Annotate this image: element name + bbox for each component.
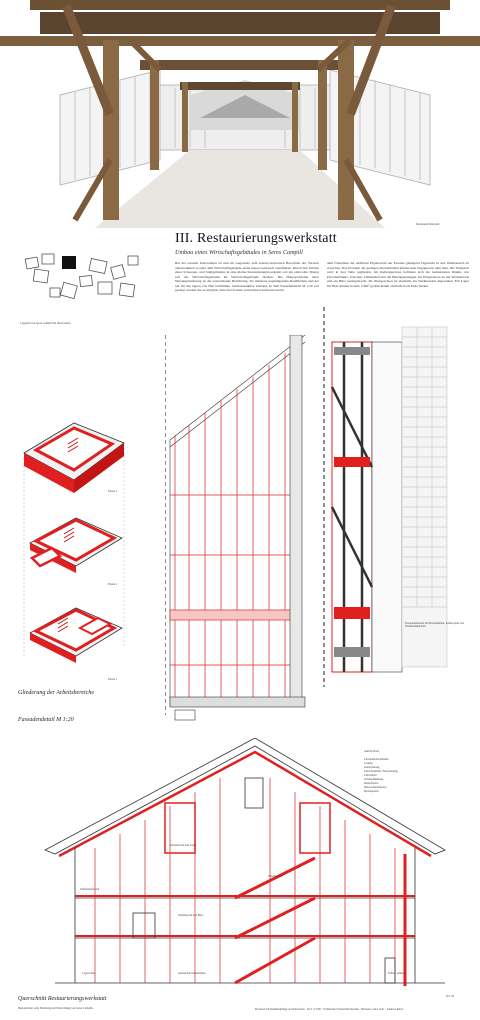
section-subcaption: Diplomarbeit «Zur Erhaltung und Entwicklung von Seres Campill» bbox=[18, 1007, 94, 1010]
section-note-7: Dampfsperre bbox=[364, 782, 379, 785]
page-title: III. Restaurierungswerkstatt bbox=[175, 231, 337, 246]
room-label-sliding: Schieb. einheit bbox=[388, 972, 405, 975]
photo-caption: Innenraum Werkstatt bbox=[416, 223, 440, 226]
footer-credits: Professur für Denkmalpflege und Entwerfen · Prof. T. Will · Technische Universität Dresden · Betreuer: cand. arch. · Andreas Pardo bbox=[255, 1008, 404, 1011]
room-label-office: Werkbereich und Büro bbox=[178, 914, 204, 917]
section-caption: Querschnitt Restaurierungswerkstatt bbox=[18, 996, 107, 1002]
room-label-workshop: Werkbereich bbox=[268, 875, 283, 878]
axo-caption: Gliederung der Arbeitsbereiche bbox=[18, 690, 94, 696]
axo-level-2-label: Ebene 2 bbox=[108, 583, 118, 586]
axonometric-diagram bbox=[14, 408, 149, 678]
section-note-2: Lattung bbox=[364, 762, 373, 765]
section-note-5: Luftschicht bbox=[364, 774, 377, 777]
room-label-changing: Umkleidebereich bbox=[80, 888, 100, 891]
room-label-storage: Lagerräume bbox=[82, 972, 96, 975]
section-note-6: Wärmedämmung bbox=[364, 778, 384, 781]
axo-level-3-label: Ebene 3 bbox=[108, 490, 118, 493]
detail-caption: Fassadendetail M 1:20 bbox=[18, 717, 74, 723]
section-notes-title: Aufbau Dach bbox=[364, 750, 379, 753]
section-note-4: Unterdeckbahn, Holzschalung bbox=[364, 770, 398, 773]
site-plan bbox=[20, 248, 150, 313]
workshop-interior-photo bbox=[0, 0, 480, 228]
scale-label: M 1:50 bbox=[446, 995, 455, 998]
axo-level-1-label: Ebene 1 bbox=[108, 678, 118, 681]
section-note-8: Holzwerkstoffplatte bbox=[364, 786, 387, 789]
site-plan-caption: Lageplan von Seres Campill mit Intervention bbox=[20, 322, 71, 325]
facade-detail-section bbox=[165, 335, 315, 725]
room-label-upper: Werkbereich und Lager bbox=[170, 844, 197, 847]
text-column-2: dem Übereinen der additiven Eigenschaft der Fassade genügend Tageslicht in den Werkbereich zu erreichen. Das Problem der geringen Deckenhöhen könnte man begegnen in dem man. Die Werkstatt wird in drei Teile gegliedert. Im Kellergeschoss befinden sich die bedeutenden Räume wie Personalräume, Toiletten, Umkleiden und die Heizungsanlagen. Im Erdgeschoss ist ein Werkbereich und ein Büro untergebracht. Im Obergeschoss ist ebenfalls ein Werkbereich angeordnet. Ein Lager für Holz könnte in dem 110m² großen Raum oberhalb noch Platz finden. bbox=[327, 261, 469, 288]
facade-detail-note: Fassadenelement mit Holzlamellen, Kalkverputz aus Wärmedämm-Putz bbox=[405, 622, 464, 629]
cross-section-drawing bbox=[35, 738, 475, 998]
page-subtitle: Umbau eines Wirtschaftsgebäudes in Seres Campill bbox=[175, 249, 303, 256]
section-note-1: Lärchenholzschindeln bbox=[364, 758, 389, 761]
room-label-ancillary: bedeutende Nebenräume bbox=[178, 972, 206, 975]
section-note-9: Deckenplatte bbox=[364, 790, 379, 793]
section-note-3: Konterlattung bbox=[364, 766, 380, 769]
text-column-1: Bei der zweiten Intervention ist nun im Gegensatz zum konservatorischen Bewahren der Versuch unternommen worden dem Wirtschaftsgebäude einen neuen Gebrauch zuzuführen. Durch den Umbau eines Scheunen- und Stallgebäudes in eine kleine Restaurierungswerkstatt soll ein sinnvoller Dialog soll das Wirtschaftsgebäude im Wirtschaftsgebäude bleiben. Die Hauptprobleme einer Nutzungsänderung ist die ausreichende Belichtung, die meistens ungenügenden Raumhöhen und der nur für das lagern von Heu bestimmte, baukonstruktive Zustand. In dem Fassadendetail M 1:20 soll gezeigt werden das es möglich wäre durch einen vertretbaren Aufwand und in bbox=[175, 261, 319, 292]
facade-elevation-detail bbox=[322, 307, 452, 697]
